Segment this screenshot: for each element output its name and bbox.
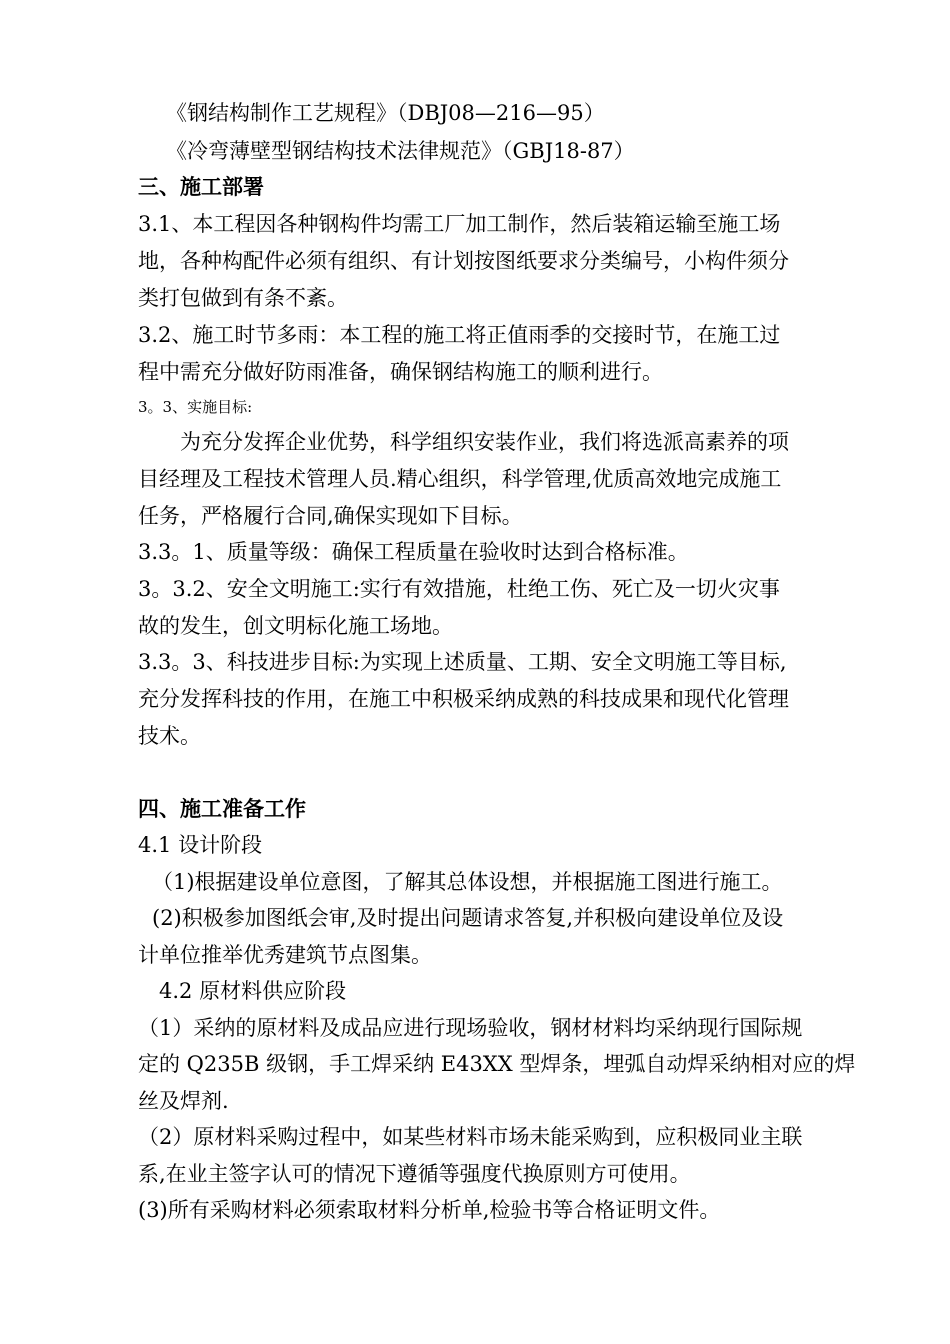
subheading-materials: 4.2 原材料供应阶段 — [159, 979, 347, 1003]
reference-standard-1: 《钢结构制作工艺规程》（DBJ08—216—95） — [166, 101, 605, 125]
reference-standard-2: 《冷弯薄壁型钢结构技术法律规范》（GBJ18-87） — [166, 139, 635, 163]
paragraph-line: 技术。 — [138, 724, 201, 748]
paragraph-line: 3.2、施工时节多雨：本工程的施工将正值雨季的交接时节，在施工过 — [138, 323, 781, 347]
paragraph-line: 地，各种构配件必须有组织、有计划按图纸要求分类编号，小构件须分 — [138, 249, 789, 273]
section-heading-4: 四、施工准备工作 — [138, 796, 306, 821]
paragraph-line: （1)根据建设单位意图，了解其总体设想，并根据施工图进行施工。 — [152, 870, 783, 894]
section-heading-3: 三、施工部署 — [138, 174, 264, 199]
paragraph-line: 3.1、本工程因各种钢构件均需工厂加工制作，然后装箱运输至施工场 — [138, 212, 781, 236]
paragraph-line: 目经理及工程技术管理人员.精心组织，科学管理,优质高效地完成施工 — [138, 467, 782, 491]
paragraph-line: 3.3。3、科技进步目标:为实现上述质量、工期、安全文明施工等目标, — [138, 650, 787, 674]
paragraph-line: 3。3.2、安全文明施工:实行有效措施，杜绝工伤、死亡及一切火灾事 — [138, 577, 780, 601]
paragraph-line: 任务，严格履行合同,确保实现如下目标。 — [138, 504, 523, 528]
paragraph-line: 充分发挥科技的作用，在施工中积极采纳成熟的科技成果和现代化管理 — [138, 687, 789, 711]
paragraph-line: （2）原材料采购过程中，如某些材料市场未能采购到，应积极同业主联 — [138, 1125, 803, 1149]
subheading-goals: 3。3、实施目标: — [138, 398, 253, 416]
paragraph-line: 3.3。1、质量等级：确保工程质量在验收时达到合格标准。 — [138, 540, 689, 564]
paragraph-line: 为充分发挥企业优势，科学组织安装作业，我们将选派高素养的项 — [180, 430, 789, 454]
paragraph-line: (3)所有采购材料必须索取材料分析单,检验书等合格证明文件。 — [138, 1198, 721, 1222]
subheading-design: 4.1 设计阶段 — [138, 833, 263, 857]
paragraph-line: （1）采纳的原材料及成品应进行现场验收，钢材材料均采纳现行国际规 — [138, 1016, 803, 1040]
paragraph-line: 类打包做到有条不紊。 — [138, 286, 348, 310]
paragraph-line: 故的发生，创文明标化施工场地。 — [138, 614, 453, 638]
paragraph-line: 定的 Q235B 级钢，手工焊采纳 E43XX 型焊条，埋弧自动焊采纳相对应的焊 — [138, 1052, 856, 1076]
paragraph-line: 程中需充分做好防雨准备，确保钢结构施工的顺利进行。 — [138, 360, 663, 384]
paragraph-line: 计单位推举优秀建筑节点图集。 — [138, 943, 432, 967]
paragraph-line: 系,在业主签字认可的情况下遵循等强度代换原则方可使用。 — [138, 1162, 691, 1186]
paragraph-line: 丝及焊剂. — [138, 1089, 229, 1113]
paragraph-line: (2)积极参加图纸会审,及时提出问题请求答复,并积极向建设单位及设 — [152, 906, 784, 930]
